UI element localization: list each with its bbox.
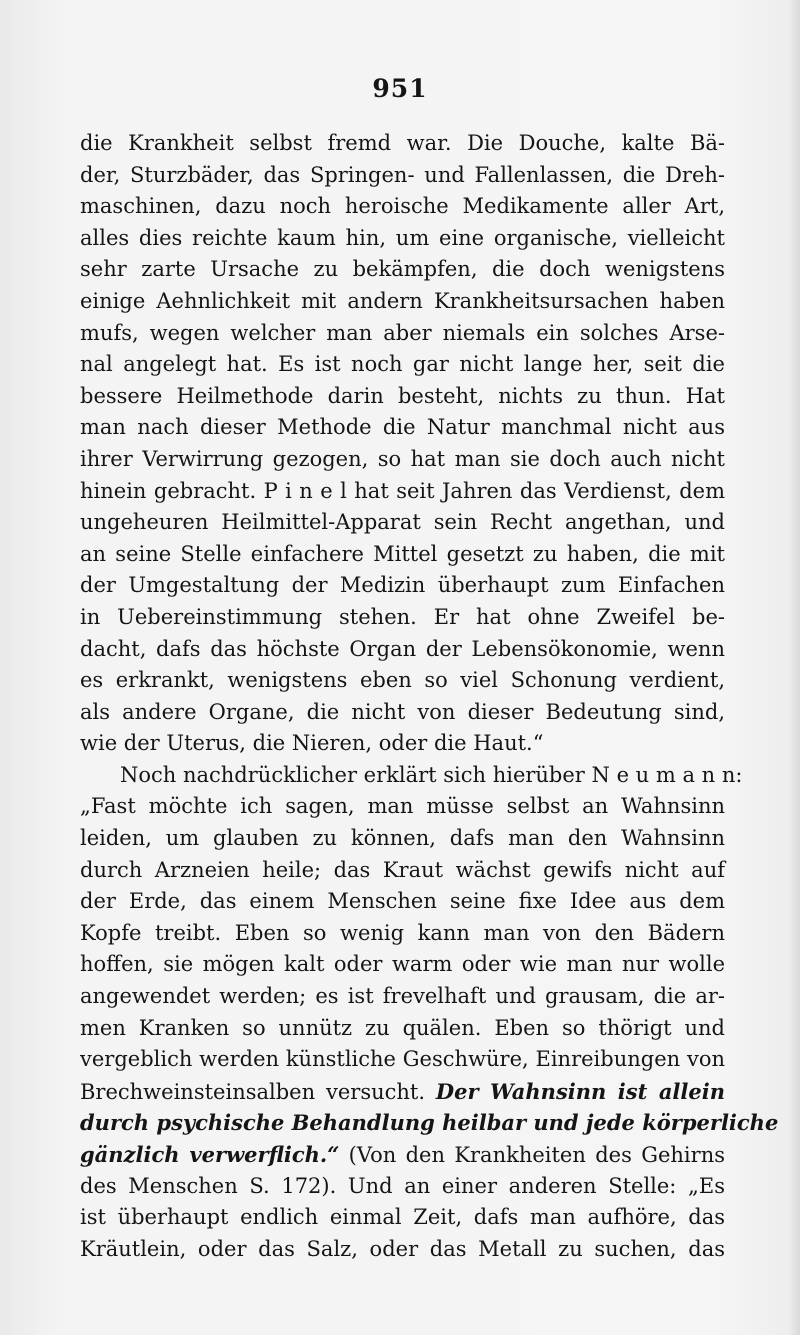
text-line xyxy=(80,1076,725,1108)
text-line: nal angelegt hat. Es ist noch gar nicht lange her, seit die xyxy=(80,352,725,377)
text-line: bessere Heilmethode darin besteht, nichts zu thun. Hat xyxy=(80,383,725,408)
text-line: der Umgestaltung der Medizin überhaupt zum Einfachen xyxy=(80,573,725,598)
text-line: an seine Stelle einfachere Mittel gesetzt zu haben, die mit xyxy=(80,541,725,566)
text-line: angewendet werden; es ist frevelhaft und grausam, die ar- xyxy=(80,984,725,1009)
emphasis-run: Der Wahnsinn ist allein xyxy=(435,1078,725,1104)
text-line: der Erde, das einem Menschen seine fixe Idee aus dem xyxy=(80,889,725,914)
text-line: maschinen, dazu noch heroische Medikamente aller Art, xyxy=(80,194,725,219)
text-line: dacht, dafs das höchste Organ der Lebensökonomie, wenn xyxy=(80,636,725,661)
text-line: hoffen, sie mögen kalt oder warm oder wie man nur wolle xyxy=(80,952,725,977)
text-line: leiden, um glauben zu können, dafs man den Wahnsinn xyxy=(80,826,725,851)
text-line: „Fast möchte ich sagen, man müsse selbst an Wahnsinn xyxy=(80,794,725,819)
text-line: in Uebereinstimmung stehen. Er hat ohne Zweifel be- xyxy=(80,604,725,629)
text-line: einige Aehnlichkeit mit andern Krankheitsursachen haben xyxy=(80,288,725,313)
text-line: durch Arzneien heile; das Kraut wächst gewifs nicht auf xyxy=(80,857,725,882)
page-edge-shadow xyxy=(788,0,800,1335)
text-line: men Kranken so unnütz zu quälen. Eben so thörigt und xyxy=(80,1015,725,1040)
text-line: vergeblich werden künstliche Geschwüre, Einreibungen von xyxy=(80,1047,725,1072)
text-line: alles dies reichte kaum hin, um eine organische, vielleicht xyxy=(80,225,725,250)
text-line: hinein gebracht. P i n e l hat seit Jahren das Verdienst, dem xyxy=(80,478,725,503)
text-line: als andere Organe, die nicht von dieser Bedeutung sind, xyxy=(80,699,725,724)
text-run: Brechweinsteinsalben versucht. xyxy=(80,1079,436,1104)
text-line: ungeheuren Heilmittel-Apparat sein Recht angethan, und xyxy=(80,510,725,535)
emphasis-run: gänzlich verwerflich.“ xyxy=(80,1142,340,1167)
text-line: sehr zarte Ursache zu bekämpfen, die doch wenigstens xyxy=(80,257,725,282)
text-line: es erkrankt, wenigstens eben so viel Schonung verdient, xyxy=(80,668,725,693)
body-text xyxy=(80,128,779,1265)
text-run: (Von den Krankheiten des Gehirns xyxy=(339,1143,725,1167)
text-line: man nach dieser Methode die Natur manchmal nicht aus xyxy=(80,415,725,440)
text-line: Kopfe treibt. Eben so wenig kann man von den Bädern xyxy=(80,920,725,945)
text-line: mufs, wegen welcher man aber niemals ein solches Arse- xyxy=(80,320,725,345)
text-line xyxy=(80,1139,725,1171)
text-line: ist überhaupt endlich einmal Zeit, dafs man aufhöre, das xyxy=(80,1205,725,1230)
text-line: wie der Uterus, die Nieren, oder die Haut.“ xyxy=(80,731,544,756)
text-line: des Menschen S. 172). Und an einer anderen Stelle: „Es xyxy=(80,1173,725,1198)
text-line: der, Sturzbäder, das Springen- und Fallenlassen, die Dreh- xyxy=(80,162,725,187)
text-line: Noch nachdrücklicher erklärt sich hierüber N e u m a n n: xyxy=(120,762,743,787)
text-line: durch psychische Behandlung heilbar und jede körperliche xyxy=(80,1110,779,1136)
text-line: ihrer Verwirrung gezogen, so hat man sie doch auch nicht xyxy=(80,446,725,471)
page-number: 951 xyxy=(372,74,428,103)
text-line: Kräutlein, oder das Salz, oder das Metall zu suchen, das xyxy=(80,1236,725,1261)
text-line: die Krankheit selbst fremd war. Die Douche, kalte Bä- xyxy=(80,131,725,155)
